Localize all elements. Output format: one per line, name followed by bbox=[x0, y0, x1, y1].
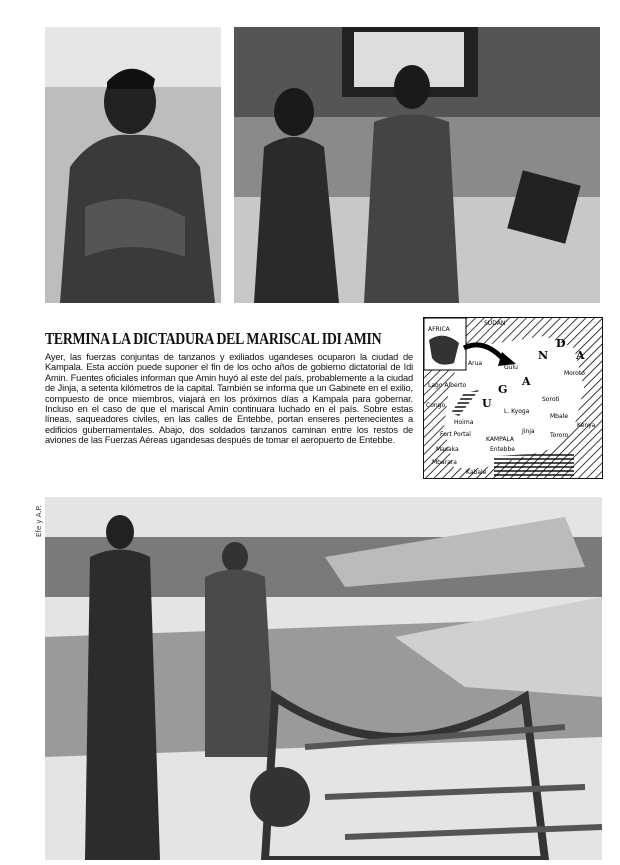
map-letter: U bbox=[482, 397, 492, 410]
map-label-africa: AFRICA bbox=[428, 326, 450, 333]
map-label-jinja: Jinja bbox=[522, 428, 535, 435]
map-label-kyoga: L. Kyoga bbox=[504, 408, 530, 415]
map-label-kabale: Kabale bbox=[466, 469, 487, 476]
map-letter: D bbox=[556, 337, 566, 350]
map-letter: A bbox=[522, 375, 531, 388]
photo-credit: Efe y A.P. bbox=[35, 505, 43, 538]
map-label-kampala: KAMPALA bbox=[486, 436, 515, 443]
map-label-sudan: SUDAN bbox=[484, 320, 506, 327]
map-label-kenya: Kenya bbox=[577, 422, 596, 429]
article-body: Ayer, las fuerzas conjuntas de tanzanos y exiliados ugandeses ocuparon la ciudad de Kampala. Esta acción puede suponer el fin de los ocho años de gobierno dictatorial de Idi Amin. Fuentes oficiales informan que Amin huyó al este del país, probablemente a la ciudad de Jinja, a setenta kilómetros de la capital. También se informa que un Gabinete en el exilio, compuesto de once miembros, viajará en los próximos días a Kampala para gobernar. Incluso en el caso de que el mariscal Amin continuara luchado en el país. Sobre estas líneas, saqueadores civiles, en las calles de Entebbe, portan enseres pertenecientes a edificios gubernamentales. Abajo, dos soldados tanzanos caminan entre los restos de aviones de las Fuerzas Aéreas ugandesas después de tomar el aeropuerto de Entebbe. bbox=[45, 352, 413, 446]
map-label-gulu: Gulu bbox=[504, 364, 518, 371]
map-label-mbale: Mbale bbox=[550, 413, 569, 420]
headline: TERMINA LA DICTADURA DEL MARISCAL IDI AMIN bbox=[45, 330, 382, 349]
photo-looters-entebbe bbox=[234, 27, 600, 303]
map-label-hoima: Hoima bbox=[454, 419, 474, 426]
map-letter: N bbox=[538, 349, 549, 362]
photo-idi-amin-portrait bbox=[45, 27, 221, 303]
map-label-arua: Arua bbox=[468, 360, 483, 367]
map-label-lago-alberto: Lago Alberto bbox=[428, 382, 467, 389]
map-letter: A bbox=[576, 349, 585, 362]
map-label-congo: Congo bbox=[426, 402, 446, 409]
map-label-mbarara: Mbarara bbox=[432, 459, 457, 466]
map-letter: G bbox=[498, 383, 508, 396]
map-uganda bbox=[423, 317, 603, 479]
photo-soldiers-entebbe-airport bbox=[45, 497, 602, 860]
map-label-soroti: Soroti bbox=[542, 396, 560, 403]
map-label-masaka: Masaka bbox=[436, 446, 459, 453]
map-label-entebbe: Entebbe bbox=[490, 446, 515, 453]
map-label-tororo: Tororo bbox=[550, 432, 569, 439]
map-label-moroto: Moroto bbox=[564, 370, 585, 377]
map-label-fort-portal: Fort Portal bbox=[440, 431, 471, 438]
